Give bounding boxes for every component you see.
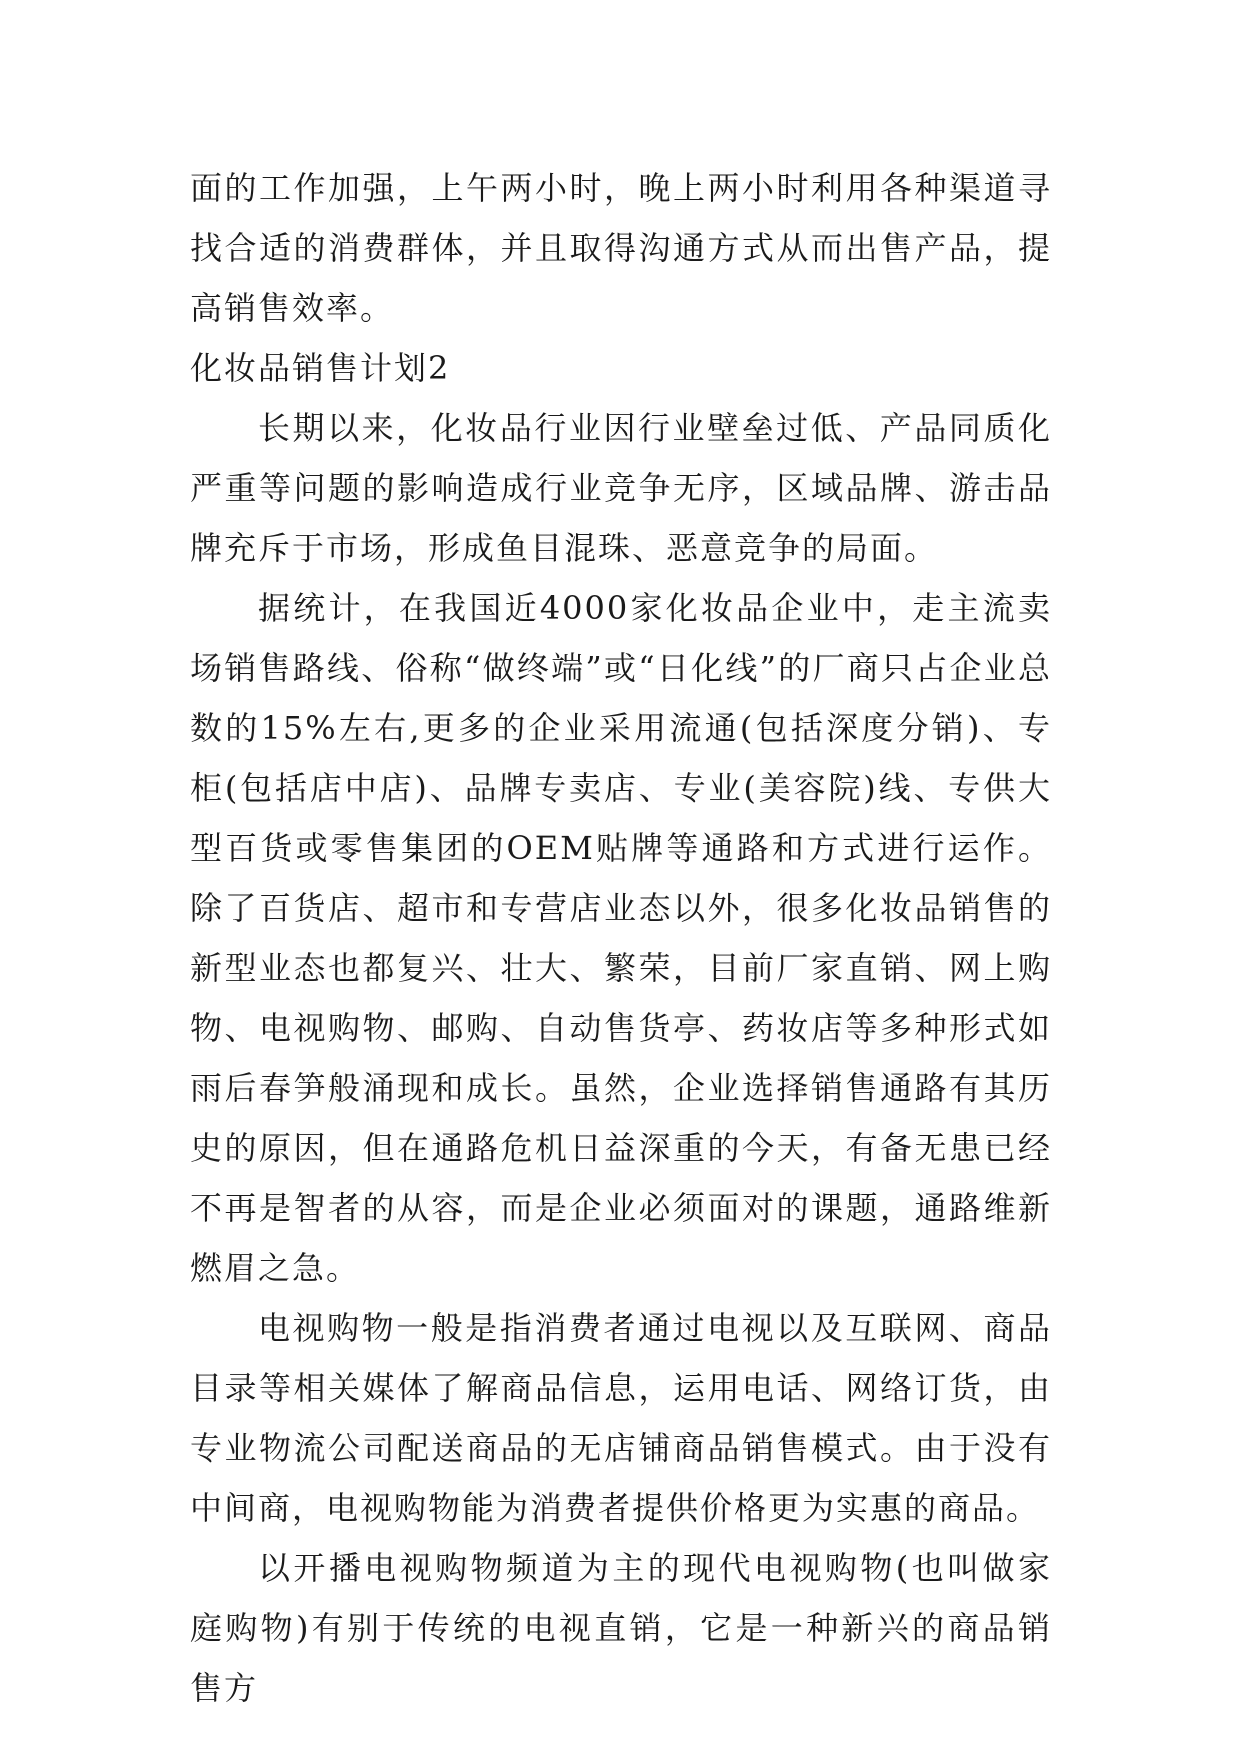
section-heading: 化妆品销售计划2 xyxy=(190,349,451,387)
paragraph: 长期以来，化妆品行业因行业壁垒过低、产品同质化严重等问题的影响造成行业竞争无序，区域品牌、游击品牌充斥于市场，形成鱼目混珠、恶意竞争的局面。 xyxy=(190,409,1052,567)
paragraph: 据统计，在我国近4000家化妆品企业中，走主流卖场销售路线、俗称“做终端”或“日化线”的厂商只占企业总数的15%左右,更多的企业采用流通(包括深度分销)、专柜(包括店中店)、品牌专卖店、专业(美容院)线、专供大型百货或零售集团的OEM贴牌等通路和方式进行运作。除了百货店、超市和专营店业态以外，很多化妆品销售的新型业态也都复兴、壮大、繁荣，目前厂家直销、网上购物、电视购物、邮购、自动售货亭、药妆店等多种形式如雨后春笋般涌现和成长。虽然，企业选择销售通路有其历史的原因，但在通路危机日益深重的今天，有备无患已经不再是智者的从容，而是企业必须面对的课题，通路维新燃眉之急。 xyxy=(190,589,1052,1287)
paragraph: 以开播电视购物频道为主的现代电视购物(也叫做家庭购物)有别于传统的电视直销，它是一种新兴的商品销售方 xyxy=(190,1549,1052,1707)
paragraph-continued: 面的工作加强，上午两小时，晚上两小时利用各种渠道寻找合适的消费群体，并且取得沟通方式从而出售产品，提高销售效率。 xyxy=(190,169,1052,327)
paragraph: 电视购物一般是指消费者通过电视以及互联网、商品目录等相关媒体了解商品信息，运用电话、网络订货，由专业物流公司配送商品的无店铺商品销售模式。由于没有中间商，电视购物能为消费者提供价格更为实惠的商品。 xyxy=(190,1309,1052,1527)
document-body xyxy=(190,158,1052,1718)
